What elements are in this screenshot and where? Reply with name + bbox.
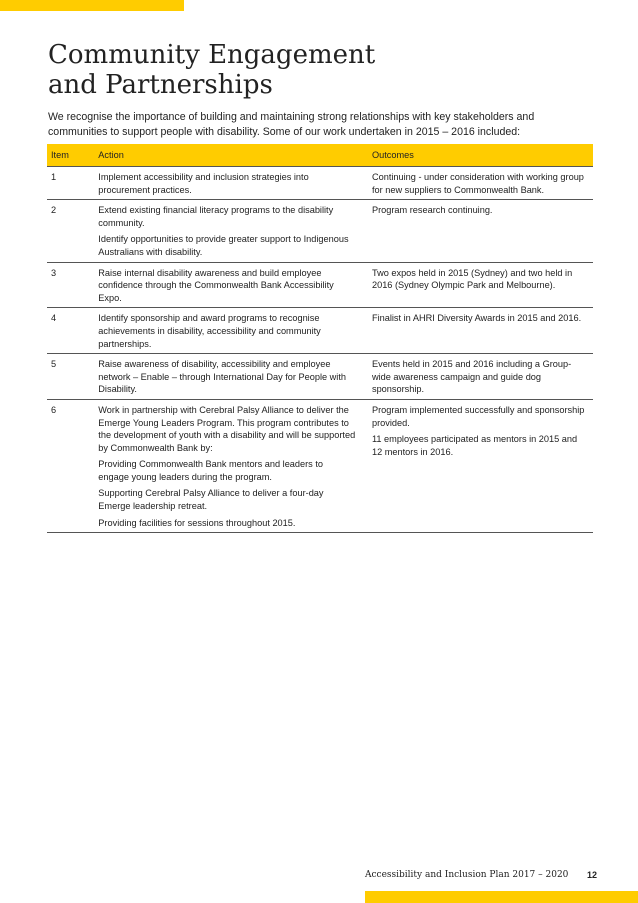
cell-outcomes [368,308,593,354]
cell-action-paragraph: Implement accessibility and inclusion strategies into procurement practices. [98,172,309,195]
table-row [47,167,593,200]
cell-outcomes [368,262,593,308]
cell-action [94,200,368,262]
cell-action-paragraph: Supporting Cerebral Palsy Alliance to deliver a four-day Emerge leadership retreat. [98,488,324,512]
title-line-1: Community Engagement [48,40,376,70]
bottom-accent-bar [365,891,638,903]
header-action: Action [98,149,124,160]
cell-outcomes [368,354,593,400]
cell-outcomes-paragraph: Continuing - under consideration with working group for new suppliers to Commonwealth Bank. [371,172,584,195]
table-body [47,167,593,533]
cell-outcomes [368,399,593,532]
cell-outcomes-paragraph: Two expos held in 2015 (Sydney) and two held in 2016 (Sydney Olympic Park and Melbourne). [371,267,573,291]
footer-doc-title: Accessibility and Inclusion Plan 2017 – 2020 [365,870,569,880]
table-row [47,399,593,532]
cell-outcomes-paragraph: Program implemented successfully and sponsorship provided. [371,404,585,428]
title-line-2: and Partnerships [48,70,273,100]
table-row [47,262,593,308]
cell-action-paragraph: Identify sponsorship and award programs to recognise achievements in disability, accessibility and community partnerships. [98,313,321,349]
top-accent-bar [0,0,184,11]
cell-action-paragraph: Work in partnership with Cerebral Palsy Alliance to deliver the Emerge Young Leaders Program. This program contributes to the development of youth with a disability and will be supported by Commonwealth Bank by: [98,404,356,453]
cell-item: 2 [47,200,94,262]
page-number: 12 [586,870,597,880]
page-title [48,40,608,100]
cell-item: 3 [47,262,94,308]
cell-outcomes-paragraph: Events held in 2015 and 2016 including a Group-wide awareness campaign and guide dog sponsorship. [371,359,572,395]
table-row [47,200,593,262]
cell-action-paragraph: Providing facilities for sessions throughout 2015. [98,517,296,528]
cell-item: 1 [47,167,94,200]
cell-action [94,399,368,532]
cell-item: 5 [47,354,94,400]
cell-outcomes [368,167,593,200]
cell-action-paragraph: Providing Commonwealth Bank mentors and leaders to engage young leaders during the program. [98,459,323,482]
cell-action [94,262,368,308]
cell-action-paragraph: Raise awareness of disability, accessibility and employee network – Enable – through International Day for People with Disability. [98,359,347,395]
cell-outcomes-paragraph: Finalist in AHRI Diversity Awards in 2015 and 2016. [371,313,582,324]
cell-action [94,167,368,200]
cell-action-paragraph: Identify opportunities to provide greater support to Indigenous Australians with disability. [98,234,349,257]
table-row [47,354,593,400]
table-row [47,308,593,354]
cell-item: 6 [47,399,94,532]
table-header-row [47,144,593,167]
header-outcomes: Outcomes [371,149,414,160]
cell-action-paragraph: Extend existing financial literacy programs to the disability community. [98,205,334,228]
cell-item: 4 [47,308,94,354]
cell-action [94,308,368,354]
cell-outcomes-paragraph: Program research continuing. [371,205,493,216]
cell-outcomes [368,200,593,262]
page-footer [365,870,597,880]
cell-action-paragraph: Raise internal disability awareness and build employee confidence through the Commonwealth Bank Accessibility Expo. [98,267,334,303]
intro-paragraph: We recognise the importance of building and maintaining strong relationships with key stakeholders and communities to support people with disability. Some of our work undertaken in 2015 – 2016 included: [48,111,535,138]
header-item: Item [51,149,69,160]
engagement-table [47,144,593,533]
cell-outcomes-paragraph: 11 employees participated as mentors in 2015 and 12 mentors in 2016. [371,434,578,457]
cell-action [94,354,368,400]
